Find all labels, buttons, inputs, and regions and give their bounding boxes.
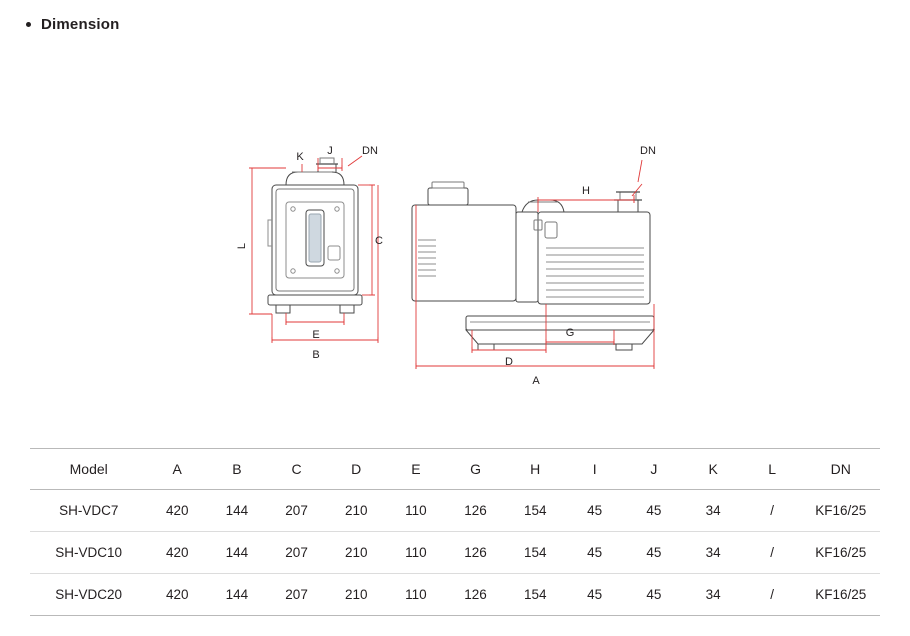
col-header-c: C <box>267 449 327 490</box>
cell-h: 154 <box>505 532 565 574</box>
col-header-a: A <box>147 449 207 490</box>
cell-k: 34 <box>684 490 743 532</box>
dimension-drawing-svg <box>0 50 910 440</box>
cell-b: 144 <box>207 574 267 616</box>
cell-g: 126 <box>446 532 506 574</box>
label-L: L <box>236 242 248 250</box>
cell-g: 126 <box>446 490 506 532</box>
cell-g: 126 <box>446 574 506 616</box>
bullet-dot-icon <box>26 22 31 27</box>
col-header-j: J <box>624 449 683 490</box>
table-body <box>30 490 880 616</box>
cell-b: 144 <box>207 532 267 574</box>
label-H: H <box>582 185 590 197</box>
cell-d: 210 <box>326 574 386 616</box>
table-head <box>30 449 880 490</box>
cell-dn: KF16/25 <box>802 574 880 616</box>
dimension-table-wrap <box>30 448 880 616</box>
label-C: C <box>375 235 383 247</box>
label-B: B <box>312 349 320 361</box>
cell-e: 110 <box>386 574 446 616</box>
label-G: G <box>565 327 575 339</box>
col-header-k: K <box>684 449 743 490</box>
col-header-g: G <box>446 449 506 490</box>
cell-i: 45 <box>565 574 624 616</box>
col-header-d: D <box>326 449 386 490</box>
cell-model: SH-VDC10 <box>30 532 147 574</box>
cell-l: / <box>743 532 802 574</box>
col-header-b: B <box>207 449 267 490</box>
col-header-i: I <box>565 449 624 490</box>
cell-c: 207 <box>267 490 327 532</box>
table-row <box>30 574 880 616</box>
cell-c: 207 <box>267 574 327 616</box>
cell-model: SH-VDC7 <box>30 490 147 532</box>
front-view-group <box>236 145 383 361</box>
cell-e: 110 <box>386 490 446 532</box>
table-header-row <box>30 449 880 490</box>
cell-a: 420 <box>147 490 207 532</box>
label-J: J <box>327 145 333 157</box>
cell-dn: KF16/25 <box>802 490 880 532</box>
cell-b: 144 <box>207 490 267 532</box>
label-K: K <box>296 151 304 163</box>
col-header-model: Model <box>30 449 147 490</box>
cell-i: 45 <box>565 532 624 574</box>
cell-i: 45 <box>565 490 624 532</box>
col-header-h: H <box>505 449 565 490</box>
table-row <box>30 532 880 574</box>
cell-k: 34 <box>684 574 743 616</box>
col-header-dn: DN <box>802 449 880 490</box>
label-DN-side: DN <box>640 145 656 157</box>
cell-j: 45 <box>624 490 683 532</box>
side-view-group <box>412 145 656 387</box>
cell-l: / <box>743 490 802 532</box>
label-DN-front: DN <box>362 145 378 157</box>
label-A: A <box>532 375 540 387</box>
cell-e: 110 <box>386 532 446 574</box>
col-header-e: E <box>386 449 446 490</box>
cell-c: 207 <box>267 532 327 574</box>
cell-a: 420 <box>147 574 207 616</box>
cell-d: 210 <box>326 532 386 574</box>
cell-l: / <box>743 574 802 616</box>
dimension-drawing <box>0 50 910 440</box>
table-row <box>30 490 880 532</box>
page-title: Dimension <box>41 16 120 33</box>
dimension-table <box>30 448 880 616</box>
cell-h: 154 <box>505 490 565 532</box>
cell-j: 45 <box>624 574 683 616</box>
cell-d: 210 <box>326 490 386 532</box>
cell-model: SH-VDC20 <box>30 574 147 616</box>
cell-h: 154 <box>505 574 565 616</box>
cell-k: 34 <box>684 532 743 574</box>
cell-j: 45 <box>624 532 683 574</box>
page-heading <box>26 16 119 33</box>
col-header-l: L <box>743 449 802 490</box>
cell-dn: KF16/25 <box>802 532 880 574</box>
label-E: E <box>312 329 320 341</box>
cell-a: 420 <box>147 532 207 574</box>
label-D: D <box>505 356 513 368</box>
